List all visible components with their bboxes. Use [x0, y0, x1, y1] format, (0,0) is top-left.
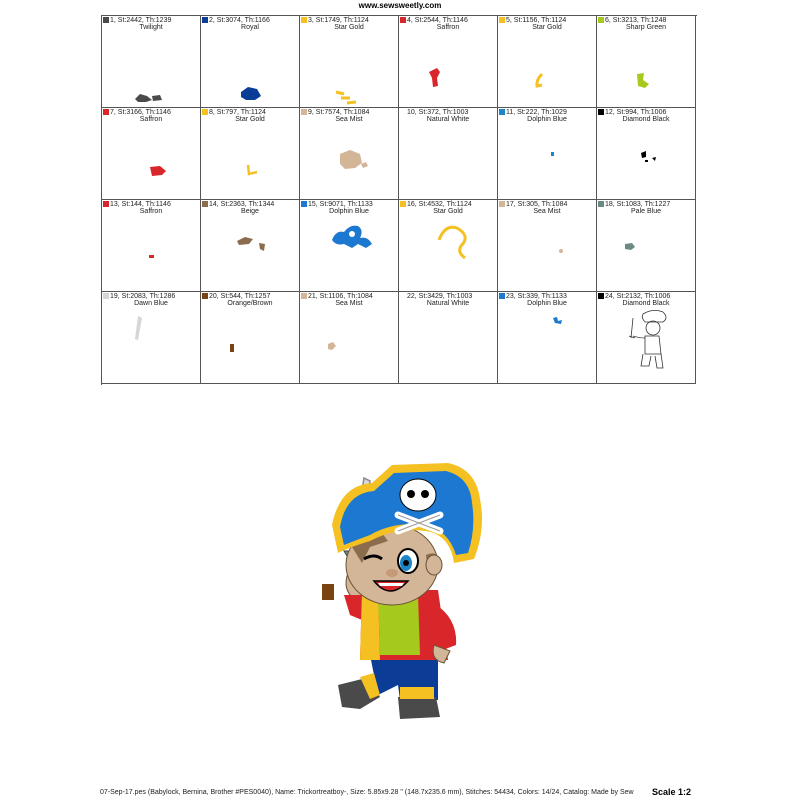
star-gold-stitch-shape [300, 16, 398, 107]
color-cell [102, 108, 201, 200]
color-info: 24, St:2132, Th:1006 [605, 293, 671, 300]
color-info: 22, St:3429, Th:1003 [407, 293, 473, 300]
pirate-boy-embroidery-icon [300, 455, 500, 730]
color-name: Star Gold [532, 24, 562, 31]
diamond-black-stitch-shape [597, 108, 695, 199]
color-name: Sea Mist [335, 116, 363, 123]
pale-blue-stitch-shape [597, 200, 695, 291]
color-info: 17, St:305, Th:1084 [506, 201, 568, 208]
color-cell [399, 16, 498, 108]
star-gold-stitch-shape [498, 16, 596, 107]
saffron-stitch-shape [102, 108, 200, 199]
color-info: 13, St:144, Th:1146 [110, 201, 171, 208]
color-cell [399, 108, 498, 200]
star-gold-stitch-shape [399, 200, 497, 291]
saffron-stitch-shape [399, 16, 497, 107]
color-cell [201, 16, 300, 108]
color-cell [102, 16, 201, 108]
beige-stitch-shape [201, 200, 299, 291]
color-name: Pale Blue [631, 208, 661, 215]
royal-stitch-shape [201, 16, 299, 107]
color-cell [498, 200, 597, 292]
color-cell [201, 108, 300, 200]
color-info: 5, St:1156, Th:1124 [506, 17, 567, 24]
color-info: 16, St:4532, Th:1124 [407, 201, 472, 208]
color-name: Dawn Blue [134, 300, 168, 307]
color-cell [498, 16, 597, 108]
color-info: 8, St:797, Th:1124 [209, 109, 266, 116]
color-cell [102, 292, 201, 384]
color-cell [597, 108, 696, 200]
color-cell [498, 108, 597, 200]
twilight-stitch-shape [102, 16, 200, 107]
color-cell [399, 292, 498, 384]
color-name: Dolphin Blue [527, 300, 567, 307]
color-info: 20, St:544, Th:1257 [209, 293, 271, 300]
color-chart-grid [101, 15, 697, 385]
color-name: Star Gold [235, 116, 265, 123]
color-info: 23, St:339, Th:1133 [506, 293, 567, 300]
color-info: 10, St:372, Th:1003 [407, 109, 469, 116]
dolphin-blue-stitch-shape [498, 108, 596, 199]
color-cell [399, 200, 498, 292]
color-cell [597, 200, 696, 292]
color-cell [300, 200, 399, 292]
sea-mist-stitch-shape [300, 292, 398, 383]
color-cell [300, 292, 399, 384]
color-name: Twilight [139, 24, 163, 31]
color-info: 6, St:3213, Th:1248 [605, 17, 667, 24]
pirate-outline-icon [597, 292, 695, 383]
color-info: 2, St:3074, Th:1166 [209, 17, 270, 24]
color-info: 3, St:1749, Th:1124 [308, 17, 369, 24]
color-name: Saffron [436, 24, 460, 31]
color-name: Diamond Black [622, 116, 670, 123]
color-name: Natural White [426, 116, 470, 123]
color-info: 19, St:2083, Th:1286 [110, 293, 176, 300]
saffron-stitch-shape [102, 200, 200, 291]
natural-white-stitch-shape [399, 108, 497, 199]
color-cell [597, 16, 696, 108]
dawn-blue-stitch-shape [102, 292, 200, 383]
orange-brown-stitch-shape [201, 292, 299, 383]
color-name: Orange/Brown [227, 300, 273, 307]
color-name: Star Gold [433, 208, 463, 215]
color-info: 1, St:2442, Th:1239 [110, 17, 172, 24]
color-cell [300, 108, 399, 200]
design-info-footer: 07-Sep-17.pes (Babylock, Bernina, Brother #PES0040), Name: Trickortreatboy-, Size: 5.85x9.28 " (148.7x235.6 mm), Stitches: 54434, Colors: 14/24, Catalog: Made by Sew [100, 789, 634, 796]
sea-mist-stitch-shape [300, 108, 398, 199]
dolphin-blue-stitch-shape [498, 292, 596, 383]
color-name: Dolphin Blue [329, 208, 369, 215]
color-info: 7, St:3166, Th:1146 [110, 109, 171, 116]
natural-white-stitch-shape [399, 292, 497, 383]
color-name: Sea Mist [533, 208, 561, 215]
color-name: Natural White [426, 300, 470, 307]
color-cell [498, 292, 597, 384]
color-name: Star Gold [334, 24, 364, 31]
color-name: Saffron [139, 208, 163, 215]
sharp-green-stitch-shape [597, 16, 695, 107]
color-cell [597, 292, 696, 384]
color-cell [300, 16, 399, 108]
color-name: Royal [241, 24, 259, 31]
color-info: 21, St:1106, Th:1084 [308, 293, 373, 300]
color-cell [201, 200, 300, 292]
color-info: 15, St:9071, Th:1133 [308, 201, 373, 208]
color-cell [201, 292, 300, 384]
color-cell [102, 200, 201, 292]
color-info: 14, St:2363, Th:1344 [209, 201, 275, 208]
color-name: Sharp Green [625, 24, 667, 31]
sea-mist-stitch-shape [498, 200, 596, 291]
color-name: Dolphin Blue [527, 116, 567, 123]
scale-label: Scale 1:2 [652, 787, 692, 797]
color-info: 18, St:1083, Th:1227 [605, 201, 671, 208]
color-info: 12, St:994, Th:1006 [605, 109, 667, 116]
star-gold-stitch-shape [201, 108, 299, 199]
color-name: Beige [241, 208, 259, 215]
dolphin-blue-stitch-shape [300, 200, 398, 291]
color-name: Saffron [139, 116, 163, 123]
color-info: 4, St:2544, Th:1146 [407, 17, 468, 24]
color-info: 11, St:222, Th:1029 [506, 109, 567, 116]
color-info: 9, St:7574, Th:1084 [308, 109, 370, 116]
color-name: Diamond Black [622, 300, 670, 307]
site-url: www.sewsweetly.com [358, 1, 442, 10]
color-name: Sea Mist [335, 300, 363, 307]
